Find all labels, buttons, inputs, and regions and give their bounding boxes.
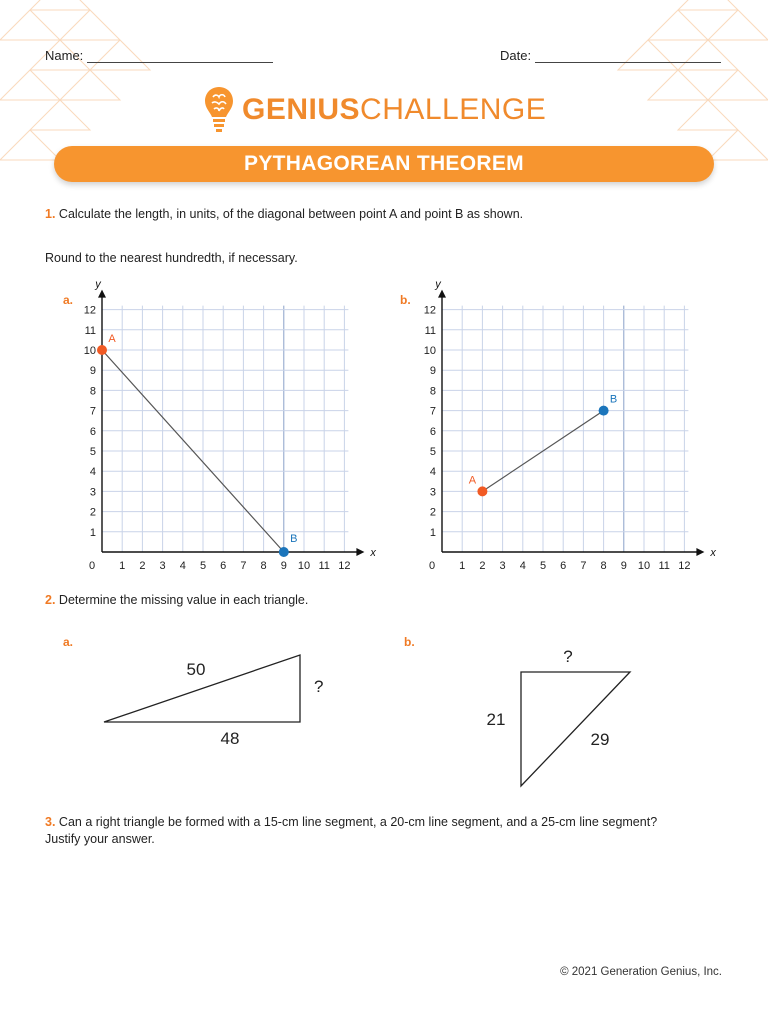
y-tick-label: 2	[429, 506, 436, 519]
question-2-text: Determine the missing value in each triangle.	[58, 593, 309, 607]
x-tick-label: 9	[280, 560, 287, 572]
name-field	[45, 48, 273, 63]
coordinate-grid-a	[60, 270, 380, 580]
y-tick-label: 2	[89, 506, 96, 519]
triangle-b-top: ?	[563, 647, 573, 666]
y-tick-label: 10	[83, 345, 96, 357]
y-axis-label: y	[95, 278, 101, 291]
y-tick-label: 6	[429, 425, 436, 438]
y-axis-arrow	[98, 290, 106, 298]
x-axis-label: x	[710, 547, 716, 559]
y-axis-label: y	[435, 278, 441, 291]
x-tick-label: 8	[600, 560, 607, 572]
x-tick-label: 12	[678, 560, 691, 572]
triangle-a-label: a.	[63, 635, 74, 649]
y-tick-label: 10	[423, 345, 436, 357]
point-a-label: A	[468, 474, 477, 487]
y-tick-label: 7	[429, 405, 436, 418]
x-tick-label: 6	[560, 560, 567, 572]
point-b	[599, 406, 609, 416]
point-b-label: B	[609, 393, 618, 406]
triangle-b	[470, 640, 670, 800]
x-tick-label: 10	[297, 560, 311, 572]
y-tick-label: 8	[429, 385, 436, 398]
x-tick-label: 5	[199, 560, 207, 572]
triangle-b-shape	[521, 672, 630, 786]
name-line[interactable]	[87, 50, 273, 63]
question-2-number: 2.	[45, 593, 56, 607]
y-tick-label: 1	[89, 526, 96, 539]
y-tick-label: 7	[89, 405, 96, 418]
x-tick-label: 2	[139, 560, 146, 572]
x-axis-arrow	[696, 548, 704, 556]
copyright-footer: © 2021 Generation Genius, Inc.	[560, 966, 722, 978]
y-axis-arrow	[438, 290, 446, 298]
y-tick-label: 9	[429, 365, 436, 378]
question-2	[45, 592, 308, 609]
y-tick-label: 8	[89, 385, 96, 398]
question-1	[45, 206, 523, 223]
date-field	[500, 48, 721, 63]
x-tick-label: 8	[260, 560, 267, 572]
logo-light-text: CHALLENGE	[360, 93, 547, 126]
x-axis-label: x	[370, 547, 376, 559]
x-tick-label: 12	[338, 560, 351, 572]
x-tick-label: 5	[539, 560, 547, 572]
chart-b-label: b.	[400, 293, 411, 307]
chart-a-label: a.	[63, 293, 74, 307]
x-tick-label: 9	[620, 560, 627, 572]
question-3-text: Can a right triangle be formed with a 15-cm line segment, a 20-cm line segment, and a 25-cm line segment? Justify your answer.	[45, 815, 658, 846]
y-tick-label: 5	[429, 446, 436, 458]
x-tick-label: 2	[479, 560, 486, 572]
date-line[interactable]	[535, 50, 721, 63]
y-tick-label: 4	[89, 466, 96, 479]
x-tick-label: 11	[318, 560, 330, 572]
x-tick-label: 3	[159, 560, 166, 572]
origin-label: 0	[88, 560, 96, 572]
y-tick-label: 3	[429, 486, 436, 499]
origin-label: 0	[428, 560, 436, 572]
point-a	[97, 345, 107, 355]
x-tick-label: 1	[119, 560, 126, 572]
question-3	[45, 814, 685, 848]
genius-challenge-logo	[204, 84, 546, 136]
x-tick-label: 3	[499, 560, 506, 572]
y-tick-label: 3	[89, 486, 96, 499]
x-tick-label: 7	[240, 560, 247, 572]
triangle-a	[60, 640, 360, 760]
x-tick-label: 4	[519, 560, 526, 572]
x-tick-label: 1	[459, 560, 466, 572]
y-tick-label: 12	[83, 304, 96, 317]
y-tick-label: 6	[89, 425, 96, 438]
y-tick-label: 4	[429, 466, 436, 479]
x-axis-arrow	[356, 548, 364, 556]
point-b	[279, 547, 289, 557]
triangle-a-hypotenuse: 50	[186, 660, 206, 679]
y-tick-label: 9	[89, 365, 96, 378]
page-title: PYTHAGOREAN THEOREM	[244, 152, 524, 175]
y-tick-label: 11	[424, 324, 436, 337]
x-tick-label: 11	[658, 560, 670, 572]
triangle-b-label: b.	[404, 635, 415, 649]
question-1-number: 1.	[45, 207, 56, 221]
point-a	[477, 486, 487, 496]
triangle-a-height: ?	[314, 677, 324, 696]
coordinate-grid-b	[400, 270, 720, 580]
x-tick-label: 6	[220, 560, 227, 572]
y-tick-label: 11	[84, 324, 96, 337]
y-tick-label: 5	[89, 446, 96, 458]
lightbulb-brain-icon	[204, 85, 234, 135]
question-1-note: Round to the nearest hundredth, if necessary.	[45, 251, 298, 265]
question-3-number: 3.	[45, 815, 56, 829]
x-tick-label: 4	[179, 560, 186, 572]
y-tick-label: 12	[423, 304, 436, 317]
question-1-text: Calculate the length, in units, of the diagonal between point A and point B as shown.	[58, 207, 524, 221]
date-label: Date:	[500, 48, 532, 63]
x-tick-label: 10	[637, 560, 651, 572]
title-banner	[54, 146, 714, 182]
y-tick-label: 1	[429, 526, 436, 539]
name-label: Name:	[45, 48, 84, 63]
x-tick-label: 7	[580, 560, 587, 572]
point-b-label: B	[290, 533, 298, 545]
triangle-b-hypotenuse: 29	[590, 730, 610, 749]
triangle-a-base: 48	[220, 729, 240, 748]
logo-bold-text: GENIUS	[242, 93, 361, 126]
triangle-b-left: 21	[486, 710, 506, 729]
point-a-label: A	[108, 333, 116, 345]
